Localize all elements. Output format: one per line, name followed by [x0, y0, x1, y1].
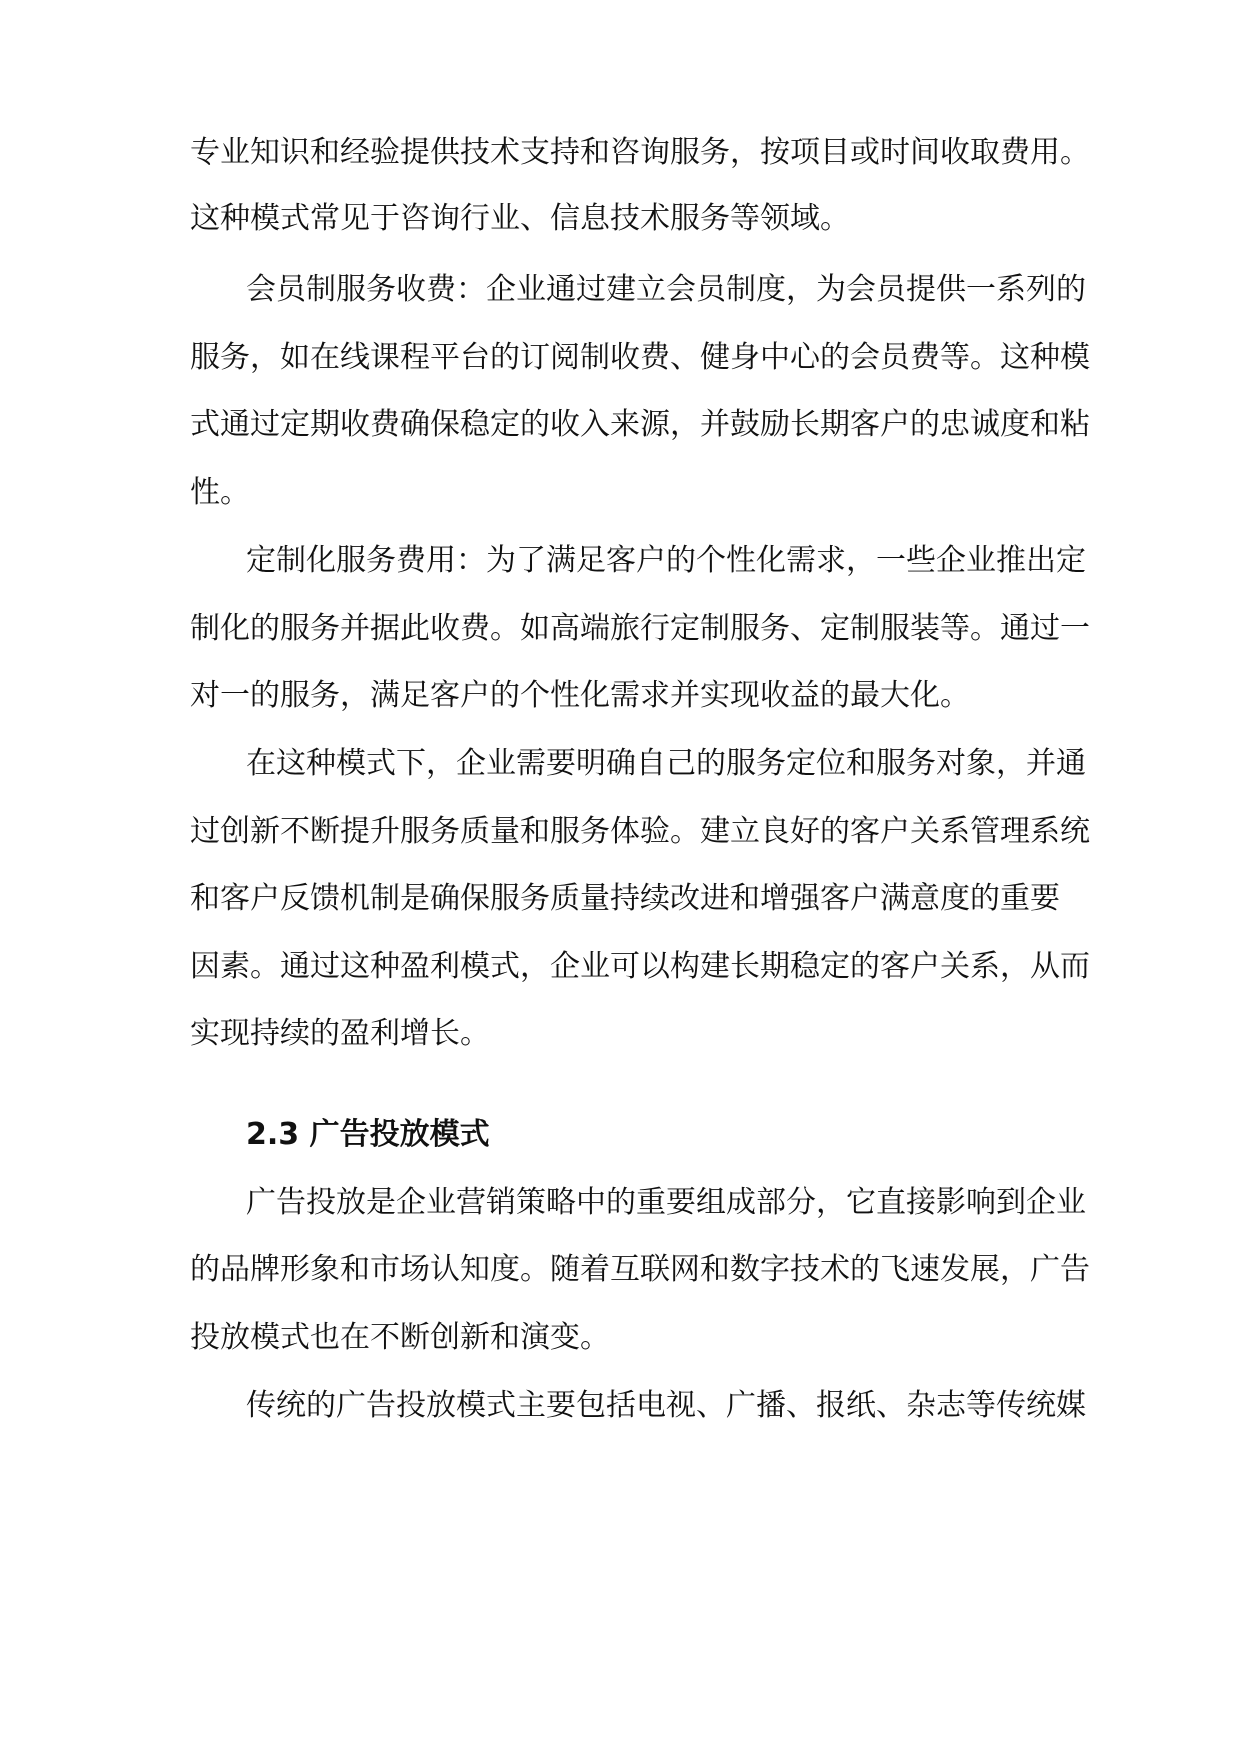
paragraph-line: 服务，如在线课程平台的订阅制收费、健身中心的会员费等。这种模	[190, 340, 1090, 375]
paragraph-line: 这种模式常见于咨询行业、信息技术服务等领域。	[190, 201, 850, 236]
paragraph-line: 广告投放是企业营销策略中的重要组成部分，它直接影响到企业	[246, 1185, 1086, 1220]
paragraph-line: 投放模式也在不断创新和演变。	[190, 1320, 610, 1355]
paragraph-line: 制化的服务并据此收费。如高端旅行定制服务、定制服装等。通过一	[190, 611, 1090, 646]
paragraph-line: 定制化服务费用：为了满足客户的个性化需求，一些企业推出定	[246, 543, 1086, 578]
paragraph-line: 在这种模式下，企业需要明确自己的服务定位和服务对象，并通	[246, 746, 1086, 781]
paragraph-line: 式通过定期收费确保稳定的收入来源，并鼓励长期客户的忠诚度和粘	[190, 407, 1090, 442]
paragraph-line: 和客户反馈机制是确保服务质量持续改进和增强客户满意度的重要	[190, 881, 1060, 916]
paragraph-line: 过创新不断提升服务质量和服务体验。建立良好的客户关系管理系统	[190, 814, 1090, 849]
section-heading: 2.3 广告投放模式	[246, 1117, 490, 1152]
paragraph-line: 的品牌形象和市场认知度。随着互联网和数字技术的飞速发展，广告	[190, 1252, 1090, 1287]
paragraph-line: 因素。通过这种盈利模式，企业可以构建长期稳定的客户关系，从而	[190, 949, 1090, 984]
paragraph-line: 传统的广告投放模式主要包括电视、广播、报纸、杂志等传统媒	[246, 1388, 1086, 1423]
paragraph-line: 实现持续的盈利增长。	[190, 1016, 490, 1051]
paragraph-line: 对一的服务，满足客户的个性化需求并实现收益的最大化。	[190, 678, 970, 713]
paragraph-line: 专业知识和经验提供技术支持和咨询服务，按项目或时间收取费用。	[190, 135, 1090, 170]
paragraph-line: 性。	[190, 475, 250, 510]
paragraph-line: 会员制服务收费：企业通过建立会员制度，为会员提供一系列的	[246, 272, 1086, 307]
